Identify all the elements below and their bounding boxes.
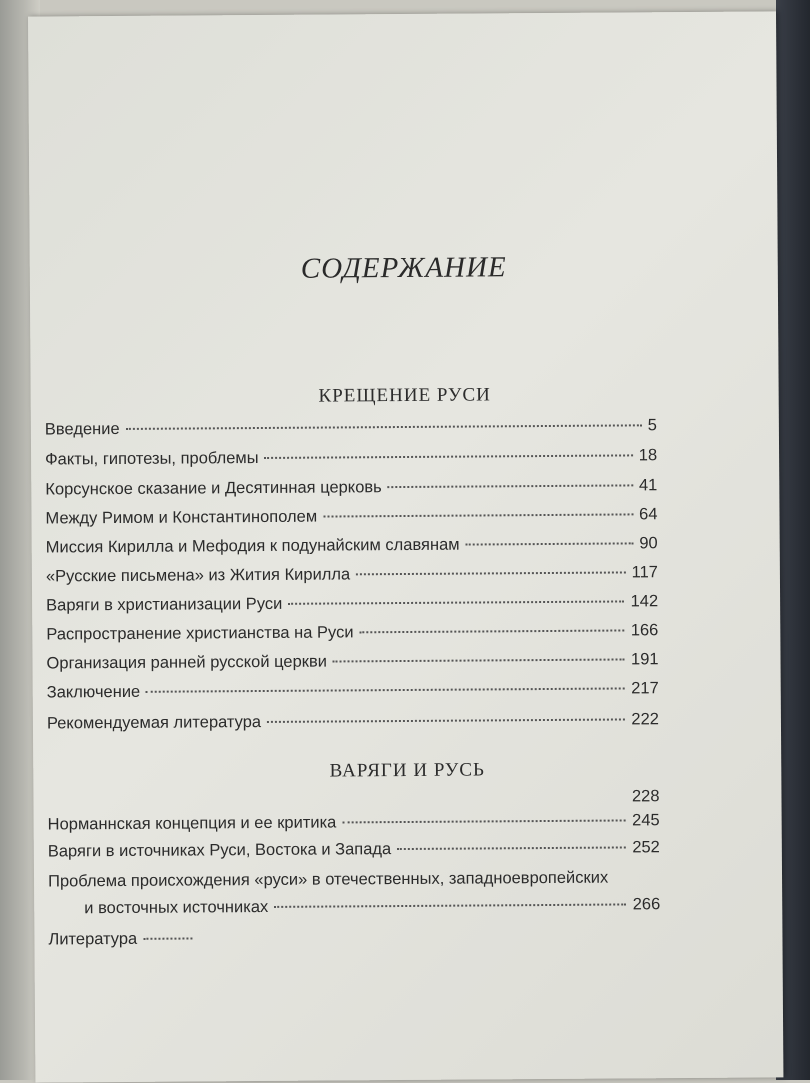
toc-entry-title: Литература	[48, 929, 138, 949]
toc-entry	[47, 679, 659, 709]
toc-entry	[46, 592, 658, 622]
dot-leader	[288, 599, 624, 604]
toc-entry	[45, 446, 657, 476]
toc-entry-title-line: Проблема происхождения «руси» в отечественных, западноевропейских	[47, 868, 609, 891]
toc-entry	[46, 650, 658, 680]
toc-entry-title: Факты, гипотезы, проблемы	[45, 449, 259, 469]
toc-entry-page: 41	[638, 476, 658, 495]
toc-entry-page: 117	[631, 563, 658, 582]
toc-entry	[46, 534, 658, 564]
toc-entry-page: 252	[632, 838, 660, 857]
toc-entry-page: 245	[632, 811, 660, 830]
toc-entry-title: Миссия Кирилла и Мефодия к подунайским славянам	[45, 535, 460, 557]
toc-entry-title: Варяги в христианизации Руси	[46, 594, 283, 615]
toc-entry	[47, 710, 659, 740]
toc-entry	[84, 895, 660, 925]
dot-leader	[333, 657, 625, 662]
toc-entry-page: 166	[630, 621, 659, 640]
toc-entry	[48, 929, 198, 956]
toc-entry-title: Распространение христианства на Руси	[46, 623, 354, 644]
toc-entry-page: 191	[630, 650, 659, 669]
dot-leader	[356, 570, 625, 575]
toc-entry-page: 266	[632, 895, 661, 914]
toc-entry-title: Норманнская концепция и ее критика	[47, 813, 337, 834]
dot-leader	[143, 936, 192, 939]
toc-entry-title: Рекомендуемая литература	[46, 713, 262, 733]
dot-leader	[388, 483, 633, 488]
section-heading-kreshchenie: КРЕЩЕНИЕ РУСИ	[318, 384, 491, 407]
toc-entry-page: 228	[631, 787, 660, 806]
page-title: СОДЕРЖАНИЕ	[300, 251, 507, 285]
dot-leader	[323, 512, 633, 517]
dot-leader	[265, 453, 633, 459]
toc-entry	[48, 838, 660, 868]
dot-leader	[342, 818, 626, 823]
toc-entry	[48, 811, 660, 841]
dot-leader	[146, 686, 625, 692]
section-heading-varyagi: ВАРЯГИ И РУСЬ	[329, 759, 485, 782]
toc-entry-page: 222	[631, 710, 659, 729]
toc-entry-title: Корсунское сказание и Десятинная церковь	[45, 478, 382, 499]
dot-leader	[126, 423, 642, 430]
toc-entry-page: 142	[630, 592, 659, 611]
toc-entry-title: Между Римом и Константинополем	[45, 507, 318, 528]
toc-entry-page: 5	[647, 416, 657, 435]
toc-entry-page: 64	[639, 505, 658, 524]
toc-entry-title: Варяги в источниках Руси, Востока и Запада	[47, 840, 392, 861]
toc-entry-title: Заключение	[46, 682, 141, 702]
toc-entry	[45, 416, 657, 446]
toc-entry-title: Организация ранней русской церкви	[46, 652, 328, 673]
toc-entry	[46, 621, 658, 651]
dot-leader	[397, 845, 626, 850]
toc-entry-title: Введение	[44, 419, 120, 439]
toc-entry-page: 18	[638, 446, 658, 465]
dot-leader	[360, 628, 625, 633]
toc-entry-page: 90	[639, 534, 658, 553]
toc-entry-page: 217	[631, 679, 659, 698]
dot-leader	[267, 717, 625, 723]
toc-entry-title: «Русские письмена» из Жития Кирилла	[45, 565, 351, 586]
book-page	[28, 11, 783, 1082]
toc-entry	[45, 476, 657, 506]
toc-entry	[45, 505, 657, 535]
toc-entry-title: и восточных источниках	[84, 897, 269, 918]
dot-leader	[274, 902, 626, 907]
toc-entry	[46, 563, 658, 593]
dot-leader	[466, 541, 634, 545]
